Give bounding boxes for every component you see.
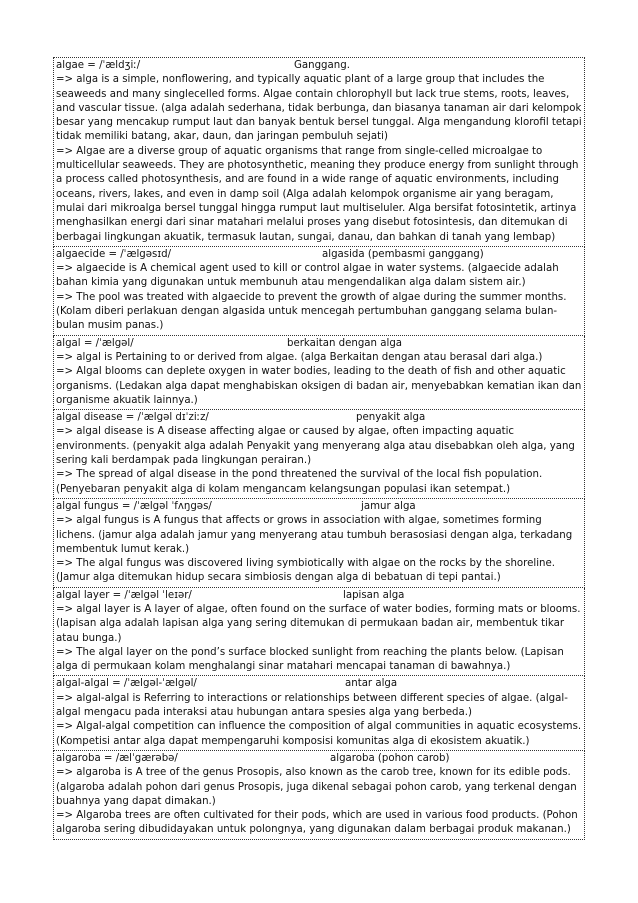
entry-translation: lapisan alga (343, 589, 405, 601)
glossary-entry-algae (53, 57, 585, 247)
entry-definition: => algaecide is A chemical agent used to kill or control algae in water systems. (algaecide adalah bahan kimia yang digunakan untuk membunuh atau mengendalikan alga dalam sistem air.) (56, 263, 559, 289)
entry-term: algaroba = /ælˈgærəbə/ (56, 752, 178, 764)
entry-translation: antar alga (345, 678, 398, 690)
entry-definition: => Algae are a diverse group of aquatic organisms that range from single-celled microalgae to multicellular seaweeds. They are photosynthetic, meaning they produce energy from sunlight through a process called photosynthesis, and are found in a wide range of aquatic environments, including oceans, rivers, lakes, and even in damp soil (Alga adalah kelompok organisme air yang beragam, mulai dari mikroalga bersel tunggal hingga rumput laut multiseluler. Alga bersifat fotosintetik, artinya menghasilkan energi dari sinar matahari melalui proses yang disebut fotosintesis, dan ditemukan di berbagai lingkungan akuatik, termasuk lautan, sungai, danau, dan bahkan di tanah yang lembap) (56, 145, 579, 243)
entry-header (56, 500, 582, 514)
entry-term: algal layer = /ˈælgəl ˈleɪər/ (56, 589, 192, 601)
glossary-entry-algal (53, 336, 585, 410)
entry-example: => Algal-algal competition can influence the composition of algal communities in aquatic ecosystems. (Kompetisi antar alga dapat mempengaruhi komposisi komunitas alga di ekosistem akuatik.) (56, 721, 582, 747)
entry-example: => The pool was treated with algaecide to prevent the growth of algae during the summer months. (Kolam diberi perlakuan dengan algasida untuk mencegah pertumbuhan ganggang selama bulan-bulan musim panas.) (56, 291, 567, 332)
entry-example: => The algal fungus was discovered living symbiotically with algae on the rocks by the shoreline. (Jamur alga ditemukan hidup secara simbiosis dengan alga di bebatuan di tepi pantai.) (56, 558, 555, 584)
entry-header (56, 337, 582, 351)
entry-translation: penyakit alga (356, 412, 426, 424)
glossary-entry-algal-fungus (53, 499, 585, 588)
entry-definition: => alga is a simple, nonflowering, and typically aquatic plant of a large group that includes the seaweeds and many singlecelled forms. Algae contain chlorophyll but lack true stems, roots, leaves, and vascular tissue. (alga adalah sederhana, tidak berbunga, dan biasanya tanaman air dari kelompok besar yang mencakup rumput laut dan banyak bentuk bersel tunggal. Alga mengandung klorofil tetapi tidak memiliki batang, akar, daun, dan jaringan pembuluh sejati) (56, 74, 582, 143)
entry-definition: => algal-algal is Referring to interactions or relationships between different species of algae. (algal-algal mengacu pada interaksi atau hubungan antara spesies alga yang berbeda.) (56, 692, 568, 719)
glossary-entry-algaroba (53, 751, 585, 840)
entry-header (56, 411, 582, 425)
entry-header (56, 589, 582, 603)
entry-translation: jamur alga (361, 500, 416, 512)
entry-term: algaecide = /ˈælgəsɪd/ (56, 248, 172, 260)
entry-definition: => algal is Pertaining to or derived from algae. (alga Berkaitan dengan atau berasal dari alga.) (56, 351, 543, 363)
entry-example: => Algaroba trees are often cultivated for their pods, which are used in various food products. (Pohon algaroba sering dibudidayakan untuk polongnya, yang digunakan dalam berbagai produk makanan.) (56, 810, 578, 836)
entry-translation: algasida (pembasmi ganggang) (322, 248, 484, 260)
entry-definition: => algal layer is A layer of algae, often found on the surface of water bodies, forming mats or blooms. (lapisan alga adalah lapisan alga yang sering ditemukan di permukaan badan air, membentuk tikar atau bunga.) (56, 603, 581, 644)
entry-translation: berkaitan dengan alga (287, 337, 403, 349)
entry-header (56, 59, 582, 73)
glossary-entry-algal-disease (53, 410, 585, 499)
entry-example: => The spread of algal disease in the pond threatened the survival of the local fish population. (Penyebaran penyakit alga di kolam mengancam kelangsungan populasi ikan setempat.) (56, 469, 543, 495)
entry-term: algae = /ˈældʒiː/ (56, 60, 141, 71)
entry-definition: => algaroba is A tree of the genus Prosopis, also known as the carob tree, known for its edible pods. (algaroba adalah pohon dari genus Prosopis, juga dikenal sebagai pohon carob, yang terkenal dengan buahnya yang dapat dimakan.) (56, 767, 577, 807)
entry-header (56, 677, 582, 691)
entry-term: algal = /ˈælgəl/ (56, 337, 134, 349)
entry-definition: => algal disease is A disease affecting algae or caused by algae, often impacting aquatic environments. (penyakit alga adalah Penyakit yang menyerang alga atau disebabkan oleh alga, yang sering kali berdampak pada lingkungan perairan.) (56, 426, 575, 467)
entry-header (56, 248, 582, 262)
entry-example: => Algal blooms can deplete oxygen in water bodies, leading to the death of fish and other aquatic organisms. (Ledakan alga dapat menghabiskan oksigen di badan air, menyebabkan kematian ikan dan organisme akuatik lainnya.) (56, 366, 582, 406)
entry-term: algal fungus = /ˈælgəl ˈfʌŋgəs/ (56, 500, 212, 512)
glossary-entry-algal-algal (53, 676, 585, 750)
entry-header (56, 752, 582, 766)
entry-definition: => algal fungus is A fungus that affects or grows in association with algae, sometimes forming lichens. (jamur alga adalah jamur yang menyerang atau tumbuh berasosiasi dengan alga, terkadang membentuk lumut kerak.) (56, 515, 573, 555)
glossary-entry-algaecide (53, 247, 585, 336)
entry-translation: algaroba (pohon carob) (330, 752, 450, 764)
entry-example: => The algal layer on the pond’s surface blocked sunlight from reaching the plants below. (Lapisan alga di permukaan kolam menghalangi sinar matahari mencapai tanaman di bawahnya.) (56, 646, 564, 673)
entry-term: algal-algal = /ˈælgəl-ˈælgəl/ (56, 678, 197, 690)
glossary-entry-algal-layer (53, 588, 585, 677)
entry-translation: Ganggang. (294, 60, 350, 71)
entry-term: algal disease = /ˈælgəl dɪˈziːz/ (56, 412, 209, 424)
glossary-document (53, 57, 585, 840)
